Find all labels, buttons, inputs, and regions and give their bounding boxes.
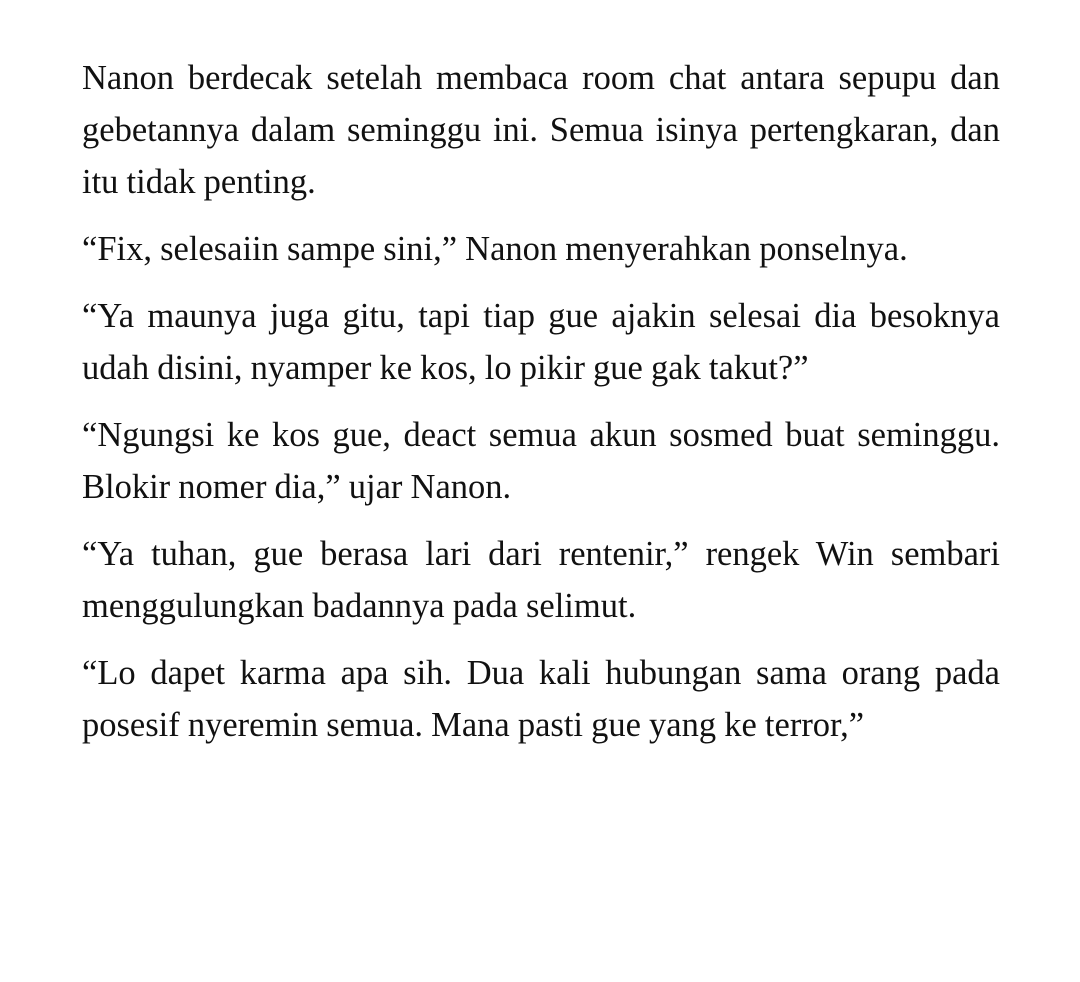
- paragraph-3: “Ya maunya juga gitu, tapi tiap gue ajakin selesai dia besoknya udah disini, nyamper ke kos, lo pikir gue gak takut?”: [82, 297, 1000, 387]
- paragraph-2: “Fix, selesaiin sampe sini,” Nanon menyerahkan ponselnya.: [82, 230, 908, 268]
- paragraph-1: Nanon berdecak setelah membaca room chat antara sepupu dan gebetannya dalam seminggu ini. Semua isinya pertengkaran, dan itu tidak penting.: [82, 59, 1000, 201]
- paragraph-6: “Lo dapet karma apa sih. Dua kali hubungan sama orang pada posesif nyeremin semua. Mana pasti gue yang ke terror,”: [82, 654, 1000, 744]
- paragraph-4: “Ngungsi ke kos gue, deact semua akun sosmed buat seminggu. Blokir nomer dia,” ujar Nanon.: [82, 416, 1000, 506]
- paragraph-5: “Ya tuhan, gue berasa lari dari rentenir,” rengek Win sembari menggulungkan badannya pada selimut.: [82, 535, 1000, 625]
